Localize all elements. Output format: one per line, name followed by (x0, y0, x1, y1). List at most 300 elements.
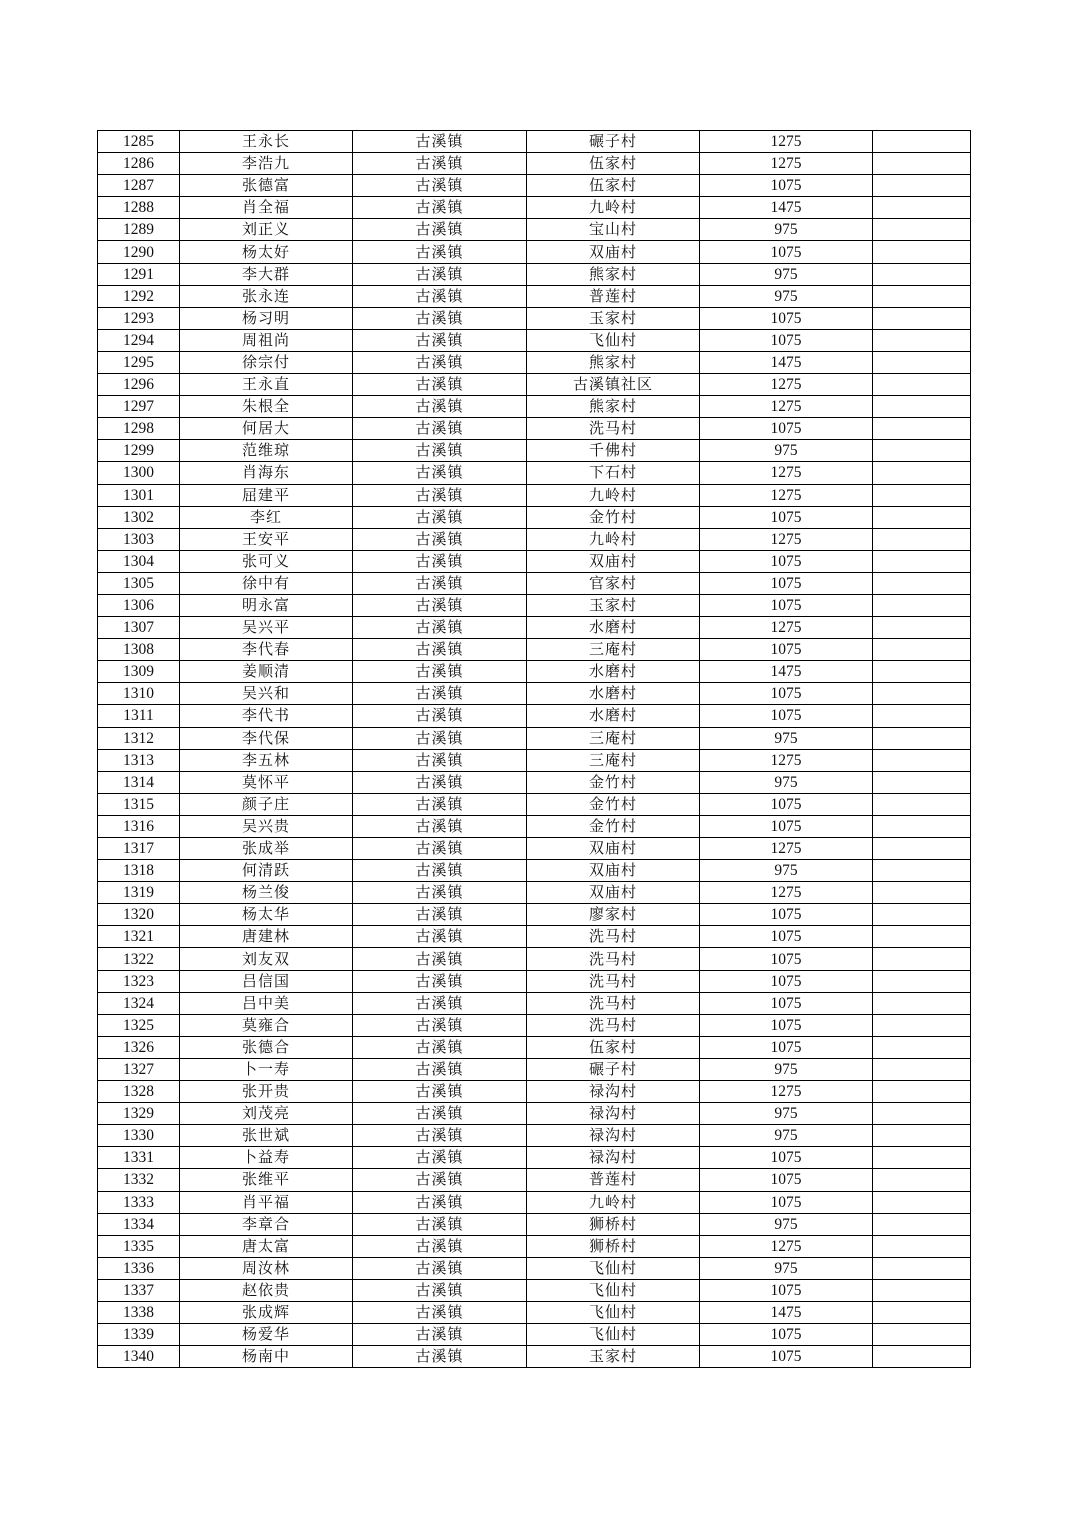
table-row (98, 617, 971, 639)
amount-cell: 1075 (700, 1346, 873, 1368)
village-cell: 官家村 (527, 572, 700, 594)
person-name-cell: 李章合 (180, 1213, 353, 1235)
note-cell (873, 1213, 971, 1235)
row-number-cell: 1324 (98, 992, 180, 1014)
row-number-cell: 1302 (98, 506, 180, 528)
row-number-cell: 1310 (98, 683, 180, 705)
row-number-cell: 1312 (98, 727, 180, 749)
table-row (98, 992, 971, 1014)
amount-cell: 975 (700, 263, 873, 285)
note-cell (873, 1169, 971, 1191)
table-row (98, 396, 971, 418)
amount-cell: 975 (700, 771, 873, 793)
town-cell: 古溪镇 (353, 838, 527, 860)
note-cell (873, 970, 971, 992)
amount-cell: 1475 (700, 351, 873, 373)
note-cell (873, 506, 971, 528)
table-row (98, 462, 971, 484)
row-number-cell: 1297 (98, 396, 180, 418)
note-cell (873, 926, 971, 948)
table-row (98, 506, 971, 528)
note-cell (873, 705, 971, 727)
table-row (98, 241, 971, 263)
row-number-cell: 1309 (98, 661, 180, 683)
row-number-cell: 1338 (98, 1301, 180, 1323)
note-cell (873, 1346, 971, 1368)
person-name-cell: 明永富 (180, 594, 353, 616)
row-number-cell: 1321 (98, 926, 180, 948)
note-cell (873, 484, 971, 506)
person-name-cell: 王永直 (180, 374, 353, 396)
person-name-cell: 吴兴平 (180, 617, 353, 639)
person-name-cell: 周祖尚 (180, 329, 353, 351)
town-cell: 古溪镇 (353, 263, 527, 285)
row-number-cell: 1304 (98, 550, 180, 572)
note-cell (873, 1324, 971, 1346)
town-cell: 古溪镇 (353, 661, 527, 683)
amount-cell: 975 (700, 219, 873, 241)
table-row (98, 1279, 971, 1301)
person-name-cell: 徐宗付 (180, 351, 353, 373)
note-cell (873, 904, 971, 926)
person-name-cell: 杨爱华 (180, 1324, 353, 1346)
town-cell: 古溪镇 (353, 307, 527, 329)
person-name-cell: 刘友双 (180, 948, 353, 970)
person-name-cell: 刘正义 (180, 219, 353, 241)
row-number-cell: 1328 (98, 1081, 180, 1103)
row-number-cell: 1306 (98, 594, 180, 616)
note-cell (873, 263, 971, 285)
village-cell: 廖家村 (527, 904, 700, 926)
town-cell: 古溪镇 (353, 860, 527, 882)
row-number-cell: 1319 (98, 882, 180, 904)
row-number-cell: 1289 (98, 219, 180, 241)
village-cell: 熊家村 (527, 396, 700, 418)
person-name-cell: 卜一寿 (180, 1058, 353, 1080)
village-cell: 金竹村 (527, 815, 700, 837)
row-number-cell: 1330 (98, 1125, 180, 1147)
amount-cell: 975 (700, 1213, 873, 1235)
table-row (98, 131, 971, 153)
village-cell: 玉家村 (527, 594, 700, 616)
amount-cell: 1275 (700, 1081, 873, 1103)
village-cell: 碾子村 (527, 131, 700, 153)
town-cell: 古溪镇 (353, 1235, 527, 1257)
village-cell: 碾子村 (527, 1058, 700, 1080)
table-row (98, 197, 971, 219)
person-name-cell: 莫怀平 (180, 771, 353, 793)
row-number-cell: 1299 (98, 440, 180, 462)
note-cell (873, 241, 971, 263)
village-cell: 飞仙村 (527, 1301, 700, 1323)
amount-cell: 1275 (700, 617, 873, 639)
person-name-cell: 张开贵 (180, 1081, 353, 1103)
table-row (98, 528, 971, 550)
row-number-cell: 1337 (98, 1279, 180, 1301)
town-cell: 古溪镇 (353, 462, 527, 484)
amount-cell: 1075 (700, 307, 873, 329)
amount-cell: 1075 (700, 815, 873, 837)
town-cell: 古溪镇 (353, 705, 527, 727)
person-name-cell: 赵依贵 (180, 1279, 353, 1301)
person-name-cell: 杨兰俊 (180, 882, 353, 904)
note-cell (873, 838, 971, 860)
town-cell: 古溪镇 (353, 1213, 527, 1235)
amount-cell: 1275 (700, 374, 873, 396)
note-cell (873, 661, 971, 683)
person-name-cell: 吴兴和 (180, 683, 353, 705)
town-cell: 古溪镇 (353, 926, 527, 948)
amount-cell: 1075 (700, 793, 873, 815)
person-name-cell: 周汝林 (180, 1257, 353, 1279)
row-number-cell: 1331 (98, 1147, 180, 1169)
note-cell (873, 749, 971, 771)
village-cell: 三庵村 (527, 727, 700, 749)
note-cell (873, 1125, 971, 1147)
village-cell: 下石村 (527, 462, 700, 484)
town-cell: 古溪镇 (353, 329, 527, 351)
row-number-cell: 1317 (98, 838, 180, 860)
note-cell (873, 992, 971, 1014)
village-cell: 九岭村 (527, 1191, 700, 1213)
table-row (98, 815, 971, 837)
amount-cell: 1075 (700, 241, 873, 263)
note-cell (873, 1257, 971, 1279)
note-cell (873, 219, 971, 241)
amount-cell: 1075 (700, 418, 873, 440)
person-name-cell: 张德富 (180, 175, 353, 197)
table-row (98, 263, 971, 285)
town-cell: 古溪镇 (353, 617, 527, 639)
amount-cell: 1075 (700, 1014, 873, 1036)
table-row (98, 329, 971, 351)
village-cell: 水磨村 (527, 705, 700, 727)
row-number-cell: 1326 (98, 1036, 180, 1058)
row-number-cell: 1325 (98, 1014, 180, 1036)
person-name-cell: 李浩九 (180, 153, 353, 175)
row-number-cell: 1322 (98, 948, 180, 970)
town-cell: 古溪镇 (353, 396, 527, 418)
note-cell (873, 1235, 971, 1257)
village-cell: 洗马村 (527, 992, 700, 1014)
table-row (98, 550, 971, 572)
town-cell: 古溪镇 (353, 219, 527, 241)
roster-table-body (98, 131, 971, 1368)
town-cell: 古溪镇 (353, 131, 527, 153)
note-cell (873, 572, 971, 594)
roster-table (97, 130, 971, 1368)
village-cell: 禄沟村 (527, 1103, 700, 1125)
table-row (98, 1213, 971, 1235)
town-cell: 古溪镇 (353, 351, 527, 373)
note-cell (873, 131, 971, 153)
note-cell (873, 550, 971, 572)
person-name-cell: 屈建平 (180, 484, 353, 506)
village-cell: 水磨村 (527, 617, 700, 639)
table-row (98, 1324, 971, 1346)
table-row (98, 484, 971, 506)
note-cell (873, 882, 971, 904)
table-row (98, 351, 971, 373)
town-cell: 古溪镇 (353, 440, 527, 462)
row-number-cell: 1288 (98, 197, 180, 219)
town-cell: 古溪镇 (353, 506, 527, 528)
row-number-cell: 1296 (98, 374, 180, 396)
town-cell: 古溪镇 (353, 1125, 527, 1147)
village-cell: 双庙村 (527, 241, 700, 263)
town-cell: 古溪镇 (353, 572, 527, 594)
village-cell: 宝山村 (527, 219, 700, 241)
note-cell (873, 639, 971, 661)
table-row (98, 1058, 971, 1080)
amount-cell: 1075 (700, 594, 873, 616)
amount-cell: 1275 (700, 484, 873, 506)
note-cell (873, 1081, 971, 1103)
person-name-cell: 颜子庄 (180, 793, 353, 815)
table-row (98, 1103, 971, 1125)
person-name-cell: 王永长 (180, 131, 353, 153)
town-cell: 古溪镇 (353, 1257, 527, 1279)
village-cell: 玉家村 (527, 1346, 700, 1368)
village-cell: 九岭村 (527, 197, 700, 219)
table-row (98, 882, 971, 904)
town-cell: 古溪镇 (353, 1058, 527, 1080)
amount-cell: 1075 (700, 970, 873, 992)
village-cell: 熊家村 (527, 263, 700, 285)
town-cell: 古溪镇 (353, 683, 527, 705)
amount-cell: 1075 (700, 705, 873, 727)
town-cell: 古溪镇 (353, 550, 527, 572)
village-cell: 飞仙村 (527, 1257, 700, 1279)
village-cell: 狮桥村 (527, 1213, 700, 1235)
amount-cell: 1275 (700, 749, 873, 771)
note-cell (873, 197, 971, 219)
table-row (98, 970, 971, 992)
person-name-cell: 李代书 (180, 705, 353, 727)
amount-cell: 975 (700, 1125, 873, 1147)
village-cell: 古溪镇社区 (527, 374, 700, 396)
amount-cell: 975 (700, 440, 873, 462)
village-cell: 洗马村 (527, 418, 700, 440)
village-cell: 金竹村 (527, 793, 700, 815)
table-row (98, 661, 971, 683)
table-row (98, 860, 971, 882)
amount-cell: 1275 (700, 153, 873, 175)
person-name-cell: 李代春 (180, 639, 353, 661)
amount-cell: 1075 (700, 1191, 873, 1213)
town-cell: 古溪镇 (353, 1191, 527, 1213)
amount-cell: 1075 (700, 506, 873, 528)
note-cell (873, 771, 971, 793)
town-cell: 古溪镇 (353, 374, 527, 396)
person-name-cell: 莫雍合 (180, 1014, 353, 1036)
note-cell (873, 1014, 971, 1036)
row-number-cell: 1323 (98, 970, 180, 992)
amount-cell: 1075 (700, 948, 873, 970)
village-cell: 千佛村 (527, 440, 700, 462)
town-cell: 古溪镇 (353, 749, 527, 771)
row-number-cell: 1285 (98, 131, 180, 153)
amount-cell: 1075 (700, 1279, 873, 1301)
town-cell: 古溪镇 (353, 970, 527, 992)
table-row (98, 771, 971, 793)
row-number-cell: 1315 (98, 793, 180, 815)
amount-cell: 1275 (700, 131, 873, 153)
note-cell (873, 1147, 971, 1169)
village-cell: 玉家村 (527, 307, 700, 329)
village-cell: 双庙村 (527, 860, 700, 882)
row-number-cell: 1290 (98, 241, 180, 263)
village-cell: 金竹村 (527, 506, 700, 528)
table-row (98, 1081, 971, 1103)
note-cell (873, 594, 971, 616)
village-cell: 禄沟村 (527, 1125, 700, 1147)
town-cell: 古溪镇 (353, 992, 527, 1014)
table-row (98, 1169, 971, 1191)
person-name-cell: 朱根全 (180, 396, 353, 418)
person-name-cell: 肖平福 (180, 1191, 353, 1213)
row-number-cell: 1292 (98, 285, 180, 307)
town-cell: 古溪镇 (353, 418, 527, 440)
table-row (98, 1125, 971, 1147)
table-row (98, 572, 971, 594)
note-cell (873, 1279, 971, 1301)
table-row (98, 1301, 971, 1323)
town-cell: 古溪镇 (353, 639, 527, 661)
note-cell (873, 396, 971, 418)
note-cell (873, 462, 971, 484)
table-row (98, 705, 971, 727)
town-cell: 古溪镇 (353, 197, 527, 219)
amount-cell: 1075 (700, 1324, 873, 1346)
note-cell (873, 617, 971, 639)
town-cell: 古溪镇 (353, 1147, 527, 1169)
town-cell: 古溪镇 (353, 904, 527, 926)
person-name-cell: 吕中美 (180, 992, 353, 1014)
village-cell: 三庵村 (527, 749, 700, 771)
note-cell (873, 153, 971, 175)
village-cell: 伍家村 (527, 175, 700, 197)
table-row (98, 285, 971, 307)
village-cell: 洗马村 (527, 926, 700, 948)
table-row (98, 1191, 971, 1213)
amount-cell: 1475 (700, 661, 873, 683)
table-row (98, 1147, 971, 1169)
amount-cell: 1075 (700, 1147, 873, 1169)
town-cell: 古溪镇 (353, 1081, 527, 1103)
table-row (98, 1235, 971, 1257)
row-number-cell: 1295 (98, 351, 180, 373)
table-row (98, 594, 971, 616)
person-name-cell: 张可义 (180, 550, 353, 572)
amount-cell: 1075 (700, 1036, 873, 1058)
row-number-cell: 1298 (98, 418, 180, 440)
person-name-cell: 卜益寿 (180, 1147, 353, 1169)
table-row (98, 727, 971, 749)
person-name-cell: 刘茂亮 (180, 1103, 353, 1125)
person-name-cell: 何居大 (180, 418, 353, 440)
village-cell: 禄沟村 (527, 1147, 700, 1169)
row-number-cell: 1316 (98, 815, 180, 837)
table-row (98, 838, 971, 860)
row-number-cell: 1336 (98, 1257, 180, 1279)
amount-cell: 1075 (700, 550, 873, 572)
row-number-cell: 1287 (98, 175, 180, 197)
village-cell: 双庙村 (527, 550, 700, 572)
person-name-cell: 唐建林 (180, 926, 353, 948)
note-cell (873, 374, 971, 396)
village-cell: 三庵村 (527, 639, 700, 661)
person-name-cell: 姜顺清 (180, 661, 353, 683)
table-row (98, 418, 971, 440)
person-name-cell: 吕信国 (180, 970, 353, 992)
table-row (98, 948, 971, 970)
row-number-cell: 1301 (98, 484, 180, 506)
amount-cell: 1075 (700, 175, 873, 197)
town-cell: 古溪镇 (353, 793, 527, 815)
person-name-cell: 唐太富 (180, 1235, 353, 1257)
village-cell: 水磨村 (527, 683, 700, 705)
table-row (98, 1257, 971, 1279)
town-cell: 古溪镇 (353, 484, 527, 506)
town-cell: 古溪镇 (353, 727, 527, 749)
note-cell (873, 329, 971, 351)
row-number-cell: 1307 (98, 617, 180, 639)
amount-cell: 1275 (700, 882, 873, 904)
town-cell: 古溪镇 (353, 1169, 527, 1191)
table-row (98, 926, 971, 948)
note-cell (873, 285, 971, 307)
person-name-cell: 肖海东 (180, 462, 353, 484)
note-cell (873, 1103, 971, 1125)
village-cell: 洗马村 (527, 948, 700, 970)
row-number-cell: 1291 (98, 263, 180, 285)
village-cell: 水磨村 (527, 661, 700, 683)
table-row (98, 749, 971, 771)
person-name-cell: 张永连 (180, 285, 353, 307)
note-cell (873, 418, 971, 440)
person-name-cell: 杨南中 (180, 1346, 353, 1368)
table-row (98, 639, 971, 661)
note-cell (873, 351, 971, 373)
person-name-cell: 范维琼 (180, 440, 353, 462)
row-number-cell: 1339 (98, 1324, 180, 1346)
town-cell: 古溪镇 (353, 153, 527, 175)
amount-cell: 1075 (700, 572, 873, 594)
person-name-cell: 吴兴贵 (180, 815, 353, 837)
amount-cell: 975 (700, 1058, 873, 1080)
person-name-cell: 李代保 (180, 727, 353, 749)
person-name-cell: 王安平 (180, 528, 353, 550)
row-number-cell: 1314 (98, 771, 180, 793)
person-name-cell: 张世斌 (180, 1125, 353, 1147)
note-cell (873, 175, 971, 197)
village-cell: 洗马村 (527, 1014, 700, 1036)
village-cell: 熊家村 (527, 351, 700, 373)
row-number-cell: 1340 (98, 1346, 180, 1368)
amount-cell: 1275 (700, 396, 873, 418)
amount-cell: 975 (700, 727, 873, 749)
row-number-cell: 1286 (98, 153, 180, 175)
village-cell: 飞仙村 (527, 1324, 700, 1346)
amount-cell: 1075 (700, 992, 873, 1014)
amount-cell: 975 (700, 1257, 873, 1279)
note-cell (873, 440, 971, 462)
town-cell: 古溪镇 (353, 528, 527, 550)
village-cell: 双庙村 (527, 838, 700, 860)
table-row (98, 153, 971, 175)
person-name-cell: 张成辉 (180, 1301, 353, 1323)
